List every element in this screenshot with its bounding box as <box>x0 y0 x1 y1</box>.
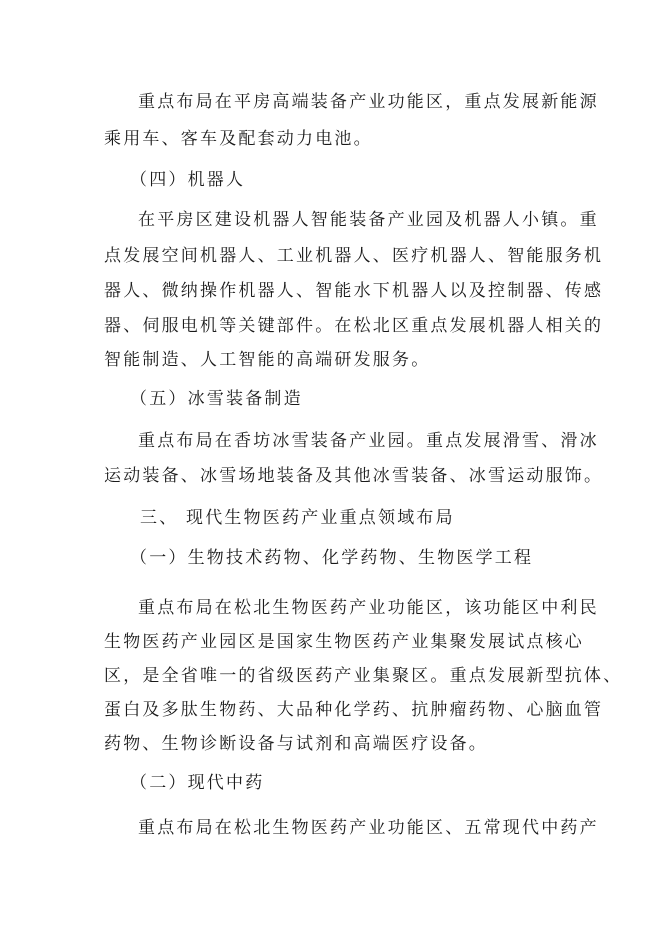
paragraph-line: 重点布局在平房高端装备产业功能区，重点发展新能源 <box>138 92 599 112</box>
paragraph-line: 乘用车、客车及配套动力电池。 <box>104 129 373 149</box>
subsection-heading: （五）冰雪装备制造 <box>130 389 303 409</box>
paragraph-line: 器、伺服电机等关键部件。在松北区重点发展机器人相关的 <box>104 316 604 336</box>
paragraph-line: 区，是全省唯一的省级医药产业集聚区。重点发展新型抗体、 <box>104 666 623 686</box>
subsection-heading: （一）生物技术药物、化学药物、生物医学工程 <box>130 548 534 568</box>
paragraph-line: 重点布局在松北生物医药产业功能区、五常现代中药产 <box>138 818 599 838</box>
subsection-heading: （四）机器人 <box>130 170 246 190</box>
subsection-heading: （二）现代中药 <box>130 773 265 793</box>
paragraph-line: 生物医药产业园区是国家生物医药产业集聚发展试点核心 <box>104 632 584 652</box>
paragraph-line: 器人、微纳操作机器人、智能水下机器人以及控制器、传感 <box>104 281 604 301</box>
paragraph-line: 运动装备、冰雪场地装备及其他冰雪装备、冰雪运动服饰。 <box>104 466 604 486</box>
section-heading: 三、 现代生物医药产业重点领域布局 <box>140 508 455 528</box>
paragraph-line: 蛋白及多肽生物药、大品种化学药、抗肿瘤药物、心脑血管 <box>104 700 604 720</box>
paragraph-line: 智能制造、人工智能的高端研发服务。 <box>104 350 431 370</box>
paragraph-line: 重点布局在松北生物医药产业功能区，该功能区中利民 <box>138 598 599 618</box>
paragraph-line: 重点布局在香坊冰雪装备产业园。重点发展滑雪、滑冰 <box>138 431 599 451</box>
paragraph-line: 药物、生物诊断设备与试剂和高端医疗设备。 <box>104 734 488 754</box>
paragraph-line: 在平房区建设机器人智能装备产业园及机器人小镇。重 <box>138 210 599 230</box>
paragraph-line: 点发展空间机器人、工业机器人、医疗机器人、智能服务机 <box>104 246 604 266</box>
